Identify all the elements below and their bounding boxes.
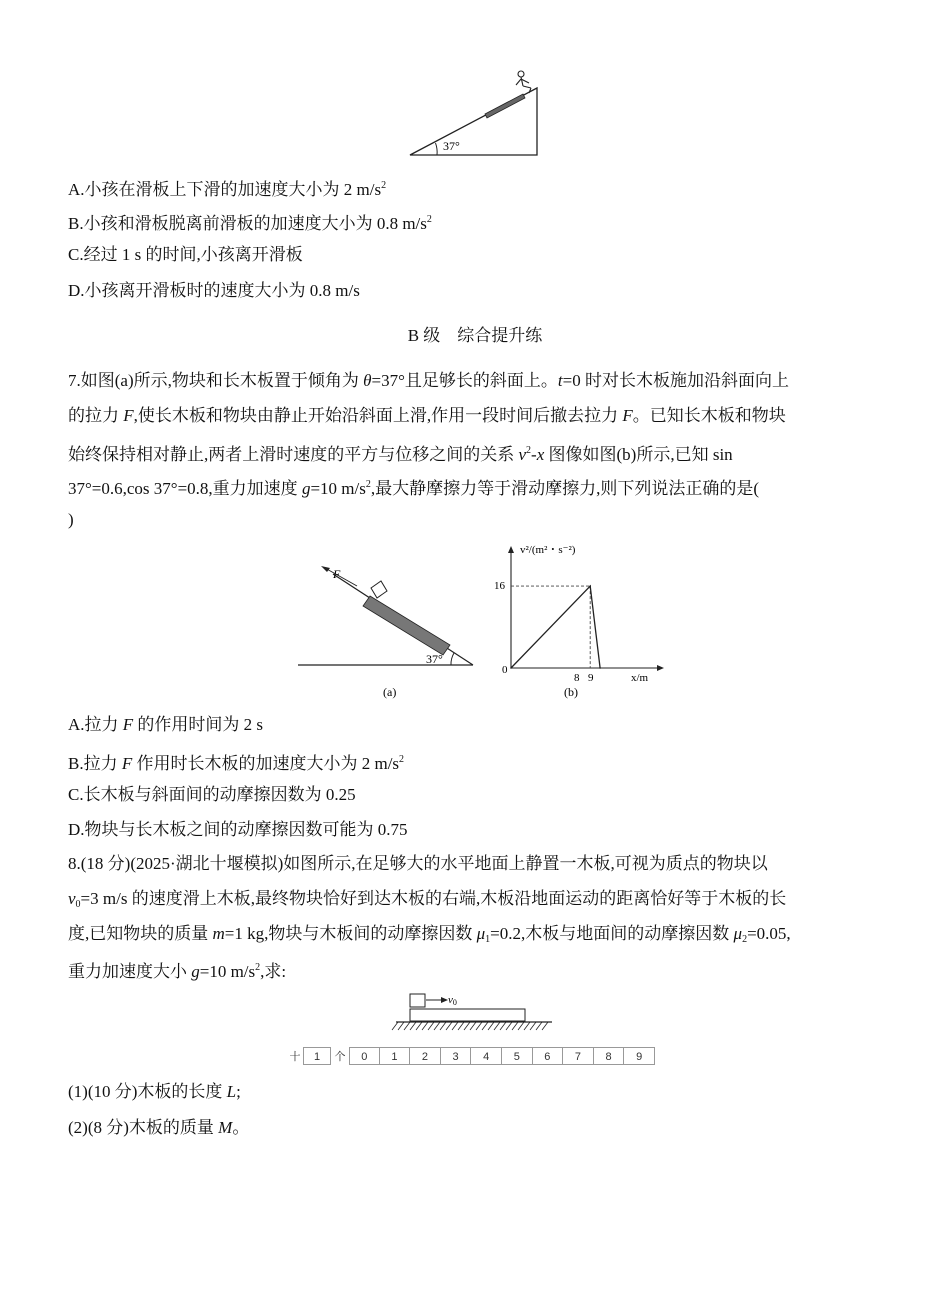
q6-option-a: A.小孩在滑板上下滑的加速度大小为 2 $m/s^2$ (68, 180, 387, 199)
q8-stem-line-4: 重力加速度大小 g=10 $m/s^2$,求: (68, 962, 287, 981)
q8-stem-line-1: 8.(18 分)(2025·湖北十堰模拟)如图所示,在足够大的水平地面上静置一木板,可视为质点的物块以 (68, 854, 768, 873)
q8-stem-line-3: 度,已知物块的质量 m=1 kg,物块与木板间的动摩擦因数 $\mu_1=0.2$,木板与地面间的动摩擦因数 $\mu_2=0.05$, (68, 924, 791, 945)
q7-stem-line-2: 的拉力 F,使长木板和物块由静止开始沿斜面上滑,作用一段时间后撤去拉力 F。已知长木板和物块 (68, 406, 786, 425)
keypad-digit-1[interactable]: 1 (380, 1047, 411, 1065)
q8-part-1: (1)(10 分)木板的长度 L; (68, 1082, 241, 1101)
keypad-digit-6[interactable]: 6 (533, 1047, 564, 1065)
y-axis-label: v²/(m²・s⁻²) (520, 544, 576, 556)
incline-figure-top (405, 66, 545, 160)
keypad-tens-digit[interactable]: 1 (303, 1047, 331, 1065)
section-heading: B 级 综合提升练 (407, 326, 543, 345)
q6-option-c: C.经过 1 s 的时间,小孩离开滑板 (68, 245, 303, 264)
data-point (589, 585, 591, 587)
child-figure (516, 71, 531, 93)
q6-option-b: B.小孩和滑板脱离前滑板的加速度大小为 0.8 $m/s^2$ (68, 214, 432, 233)
q7-stem-line-5: ) (68, 510, 74, 529)
keypad-digit-2[interactable]: 2 (410, 1047, 441, 1065)
keypad-digit-5[interactable]: 5 (502, 1047, 533, 1065)
q7-option-d: D.物块与长木板之间的动摩擦因数可能为 0.75 (68, 820, 408, 839)
q7-option-a: A.拉力 F 的作用时间为 2 s (68, 715, 264, 734)
x-axis-label: x/m (631, 672, 649, 684)
keypad-label-ones: 个 (334, 1051, 346, 1063)
x-tick-9: 9 (588, 672, 594, 684)
q7-option-b: B.拉力 F 作用时长木板的加速度大小为 2 $m/s^2$ (68, 754, 405, 773)
figure-a-caption: (a) (383, 685, 397, 699)
q7-stem-line-3: 始终保持相对静止,两者上滑时速度的平方与位移之间的关系 $v^2-x$ 图像如图(b)所示,已知 sin (68, 445, 733, 464)
answer-keypad (287, 1046, 655, 1066)
keypad-digit-9[interactable]: 9 (624, 1047, 655, 1065)
y-tick-16: 16 (494, 580, 505, 592)
v0-label: v0 (448, 994, 457, 1007)
wooden-board (410, 1009, 525, 1021)
keypad-digit-row (349, 1047, 655, 1065)
keypad-digit-8[interactable]: 8 (594, 1047, 625, 1065)
q8-part-2: (2)(8 分)木板的质量 M。 (68, 1118, 250, 1137)
data-point (510, 667, 512, 669)
q7-stem-line-1: 7.如图(a)所示,物块和长木板置于倾角为 θ=37°且足够长的斜面上。t=0 时对长木板施加沿斜面向上 (68, 371, 789, 390)
keypad-digit-3[interactable]: 3 (441, 1047, 472, 1065)
block (410, 994, 425, 1007)
figure-b-caption: (b) (564, 685, 578, 699)
q7-figure-a (295, 560, 480, 705)
keypad-digit-0[interactable]: 0 (349, 1047, 380, 1065)
q8-board-figure (390, 990, 560, 1035)
v2-x-series-line (511, 586, 600, 668)
ground-hatch (392, 1022, 548, 1030)
keypad-label-tens: 十 (289, 1051, 301, 1063)
q8-stem-line-2: $v_0=3$ m/s 的速度滑上木板,最终物块恰好到达木板的右端,木板沿地面运动的距离恰好等于木板的长 (68, 889, 787, 910)
incline-angle-label: 37° (443, 139, 460, 153)
q7-chart-b (488, 538, 668, 703)
series-line-group (510, 585, 601, 669)
data-point (599, 667, 601, 669)
origin-label: 0 (502, 664, 508, 676)
x-tick-8: 8 (574, 672, 580, 684)
q6-option-d: D.小孩离开滑板时的速度大小为 0.8 m/s (68, 281, 360, 300)
keypad-digit-7[interactable]: 7 (563, 1047, 594, 1065)
force-F-label: F (333, 567, 341, 581)
incline-angle-label-a: 37° (426, 652, 443, 666)
y-axis-arrow (508, 546, 514, 553)
keypad-digit-4[interactable]: 4 (471, 1047, 502, 1065)
q7-stem-line-4: 37°=0.6,cos 37°=0.8,重力加速度 g=10 $m/s^2$,最大静摩擦力等于滑动摩擦力,则下列说法正确的是( (68, 479, 760, 498)
x-axis-arrow (657, 665, 664, 671)
q7-option-c: C.长木板与斜面间的动摩擦因数为 0.25 (68, 785, 356, 804)
